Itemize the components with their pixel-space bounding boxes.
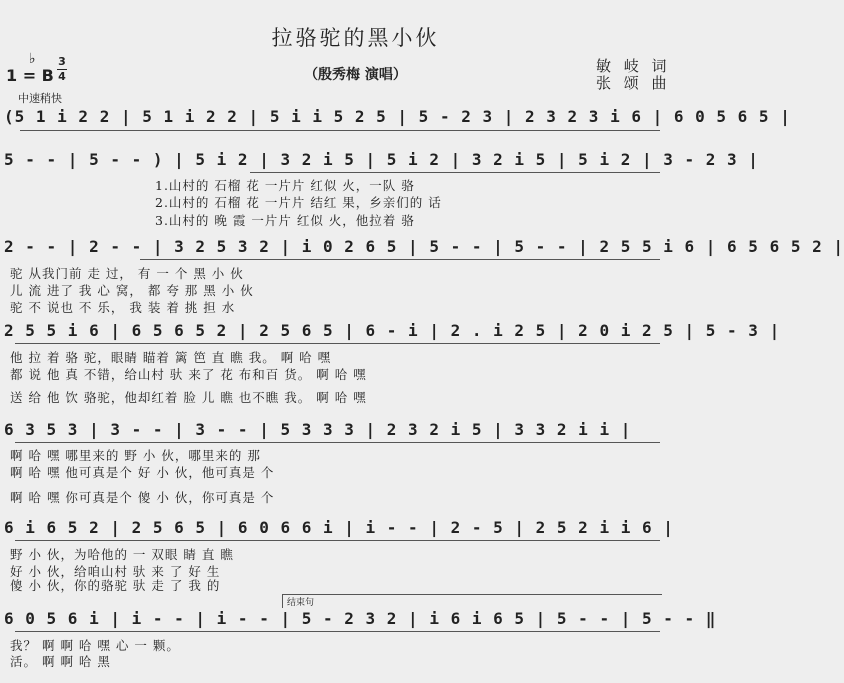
lyric-row-3-verse-1: 驼 从我门前 走 过， 有 一 个 黑 小 伙 — [10, 266, 244, 281]
lyric-row-5-verse-1: 啊 哈 嘿 哪里来的 野 小 伙，哪里来的 那 — [10, 448, 261, 463]
lyric-row-6-verse-2: 好 小 伙，给咱山村 驮 来 了 好 生 — [10, 564, 221, 579]
notation-row-6: 6 i 6 5 2 | 2 5 6 5 | 6 0 6 6 i | i - - | 2 - 5 | 2 5 2 i i 6 | — [4, 518, 674, 537]
lyric-row-4-verse-3: 送 给 他 饮 骆驼，他却红着 脸 儿 瞧 也不瞧 我。 啊 哈 嘿 — [10, 390, 367, 405]
beam-line — [15, 343, 660, 344]
lyric-row-6-verse-3: 傻 小 伙，你的骆驼 驮 走 了 我 的 — [10, 578, 221, 593]
ending-bracket-line — [282, 594, 662, 595]
lyric-row-5-verse-3: 啊 哈 嘿 你可真是个 傻 小 伙，你可真是 个 — [10, 490, 275, 505]
notation-row-4: 2 5 5 i 6 | 6 5 6 5 2 | 2 5 6 5 | 6 - i | 2 . i 2 5 | 2 0 i 2 5 | 5 - 3 | — [4, 321, 781, 340]
beam-line — [20, 130, 660, 131]
notation-row-5: 6 3 5 3 | 3 - - | 3 - - | 5 3 3 3 | 2 3 2 i 5 | 3 3 2 i i | — [4, 420, 632, 439]
ending-mark: 结束句 — [287, 598, 315, 608]
lyric-row-7-verse-1: 我？ 啊 啊 哈 嘿 心 一 颗。 — [10, 638, 180, 653]
lyric-row-4-verse-2: 都 说 他 真 不错，给山村 驮 来了 花 布和百 货。 啊 哈 嘿 — [10, 367, 367, 382]
lyric-row-2-verse-2: 2.山村的 石榴 花 一片片 结红 果，乡亲们的 话 — [155, 195, 442, 210]
notation-row-3: 2 - - | 2 - - | 3 2 5 3 2 | i 0 2 6 5 | 5 - - | 5 - - | 2 5 5 i 6 | 6 5 6 5 2 | — [4, 237, 844, 256]
lyric-row-6-verse-1: 野 小 伙，为哈他的 一 双眼 睛 直 瞧 — [10, 547, 234, 562]
lyric-row-2-verse-1: 1.山村的 石榴 花 一片片 红似 火，一队 骆 — [155, 178, 415, 193]
lyric-row-4-verse-1: 他 拉 着 骆 驼，眼睛 瞄着 篱 笆 直 瞧 我。 啊 哈 嘿 — [10, 350, 332, 365]
notation-row-2: 5 - - | 5 - - ) | 5 i 2 | 3 2 i 5 | 5 i 2 | 3 2 i 5 | 5 i 2 | 3 - 2 3 | — [4, 150, 759, 169]
lyric-row-2-verse-3: 3.山村的 晚 霞 一片片 红似 火，他拉着 骆 — [155, 213, 415, 228]
notation-row-7: 6 0 5 6 i | i - - | i - - | 5 - 2 3 2 | i 6 i 6 5 | 5 - - | 5 - - ‖ — [4, 609, 717, 628]
notation-row-1: (5 1 i 2 2 | 5 1 i 2 2 | 5 i i 5 2 5 | 5 - 2 3 | 2 3 2 3 i 6 | 6 0 5 6 5 | — [4, 107, 791, 126]
lyricist-credit: 敏 岐 词 — [596, 57, 671, 75]
beam-line — [140, 259, 660, 260]
key-signature: 1 = B — [6, 66, 54, 85]
beam-line — [15, 442, 660, 443]
singer-credit: （殷秀梅 演唱） — [304, 67, 407, 83]
beam-line — [250, 172, 660, 173]
beam-line — [15, 631, 660, 632]
time-signature — [57, 56, 67, 83]
meter-bottom: 4 — [58, 70, 66, 83]
lyric-row-5-verse-2: 啊 哈 嘿 他可真是个 好 小 伙，他可真是 个 — [10, 465, 275, 480]
meter-top: 3 — [58, 55, 66, 68]
lyric-row-3-verse-3: 驼 不 说也 不 乐， 我 装 着 挑 担 水 — [10, 300, 236, 315]
beam-line — [15, 540, 660, 541]
song-title: 拉骆驼的黑小伙 — [271, 26, 440, 50]
flat-sign: ♭ — [29, 51, 36, 67]
lyric-row-3-verse-2: 儿 流 进了 我 心 窝， 都 夸 那 黑 小 伙 — [10, 283, 254, 298]
lyric-row-7-verse-2: 活。 啊 啊 哈 黑 — [10, 654, 111, 669]
tempo-marking: 中速稍快 — [18, 92, 62, 105]
ending-bracket — [282, 594, 283, 608]
composer-credit: 张 颂 曲 — [596, 74, 671, 92]
